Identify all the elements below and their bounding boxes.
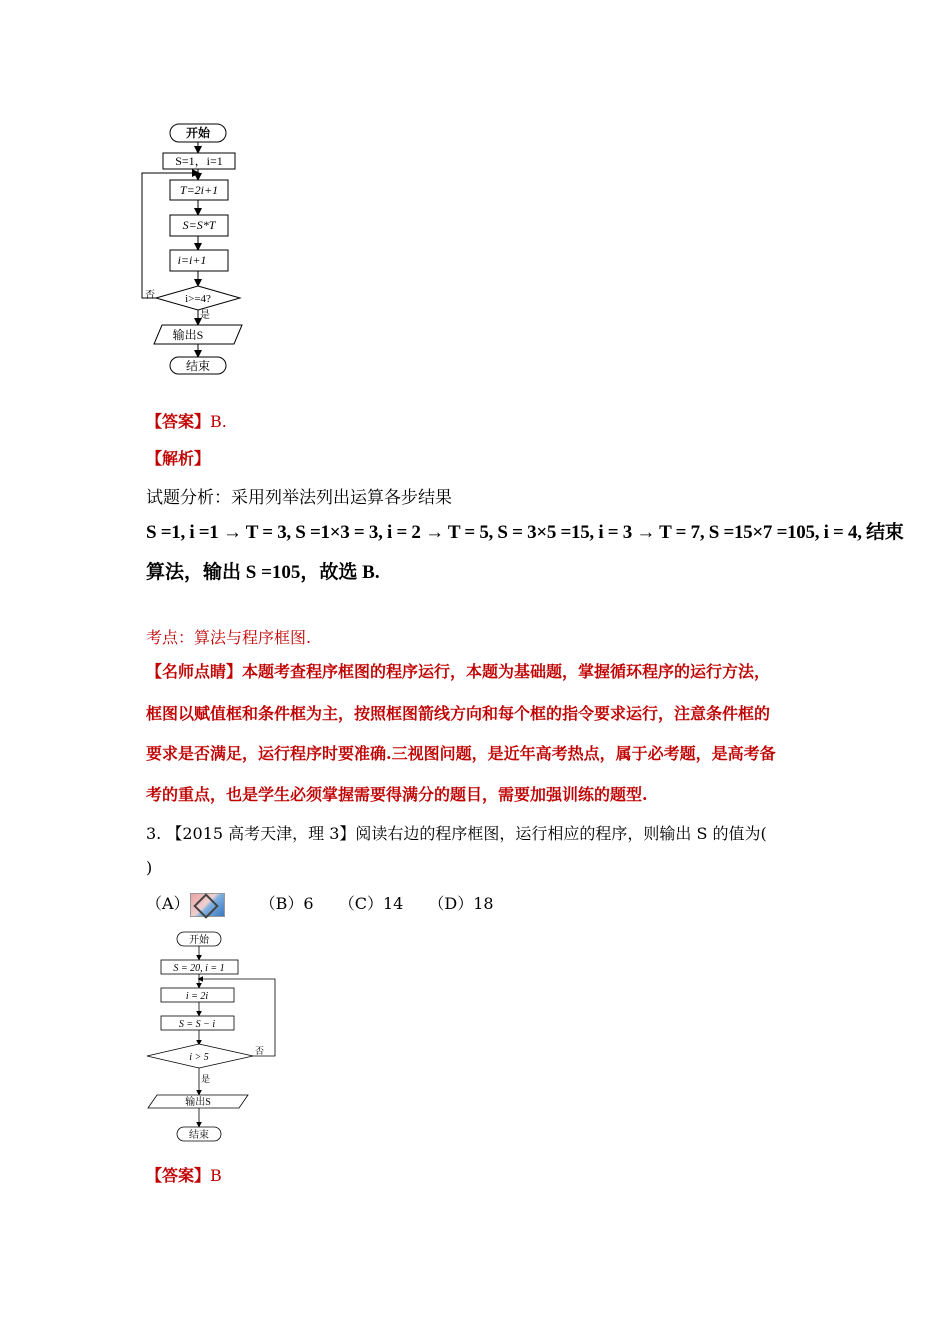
question-3-line-1: 3. 【2015 高考天津，理 3】阅读右边的程序框图，运行相应的程序，则输出 S 的值为(: [146, 824, 767, 843]
yes-label: 是: [201, 1074, 211, 1084]
answer-1: [146, 409, 227, 432]
start-label: 开始: [189, 935, 209, 946]
no-label: 否: [145, 290, 155, 301]
analysis-line-1: 试题分析：采用列举法列出运算各步结果: [146, 488, 452, 508]
init-label: S = 20, i = 1: [173, 963, 225, 974]
option-a: （A）: [146, 894, 190, 913]
analysis-line-3: 算法，输出 S =105，故选 B.: [146, 562, 380, 583]
output-label: 输出S: [172, 328, 204, 342]
flowchart-1: [130, 118, 260, 380]
mingshi-line-2: 框图以赋值框和条件框为主，按照框图箭线方向和每个框的指令要求运行，注意条件框的: [146, 704, 771, 723]
answer-1-tag: 【答案】: [146, 412, 211, 431]
broken-image-icon: [190, 893, 225, 917]
option-d: （D）18: [428, 894, 494, 913]
end-label: 结束: [185, 359, 211, 373]
flowchart-2: [140, 925, 290, 1150]
answer-2-tag: 【答案】: [146, 1166, 211, 1185]
step1-label: i = 2i: [185, 991, 209, 1002]
condition-label: i > 5: [189, 1052, 209, 1063]
step1-label: T=2i+1: [179, 183, 219, 197]
step2-label: S=S*T: [182, 218, 216, 232]
end-label: 结束: [189, 1130, 209, 1141]
no-label: 否: [255, 1046, 265, 1056]
init-label: S=1，i=1: [175, 154, 223, 168]
yes-label: 是: [200, 310, 210, 321]
option-c: （C）14: [338, 894, 404, 913]
answer-2-value: B: [210, 1166, 222, 1185]
step3-label: i=i+1: [177, 253, 207, 267]
mingshi-line-1: 【名师点睛】本题考查程序框图的程序运行，本题为基础题，掌握循环程序的运行方法，: [146, 662, 771, 681]
answer-2: [146, 1163, 222, 1186]
output-label: 输出S: [185, 1097, 211, 1108]
analysis-tag: 【解析】: [146, 449, 211, 468]
question-3-line-2: ): [146, 858, 153, 877]
kaodian: 考点：算法与程序框图.: [146, 628, 312, 647]
question-3-options: [146, 891, 494, 917]
step2-label: S = S − i: [178, 1019, 216, 1030]
condition-label: i>=4?: [185, 293, 211, 305]
answer-1-value: B.: [210, 412, 227, 431]
mingshi-line-3: 要求是否满足，运行程序时要准确.三视图问题，是近年高考热点，属于必考题，是高考备: [146, 744, 776, 763]
analysis-line-2: S =1, i =1 → T = 3, S =1×3 = 3, i = 2 → T = 5, S = 3×5 =15, i = 3 → T = 7, S =15×7 =105, i = 4, 结束: [146, 522, 904, 543]
mingshi-line-4: 考的重点，也是学生必须掌握需要得满分的题目，需要加强训练的题型.: [146, 785, 648, 804]
option-b: （B）6: [259, 894, 314, 913]
start-label: 开始: [185, 126, 211, 140]
